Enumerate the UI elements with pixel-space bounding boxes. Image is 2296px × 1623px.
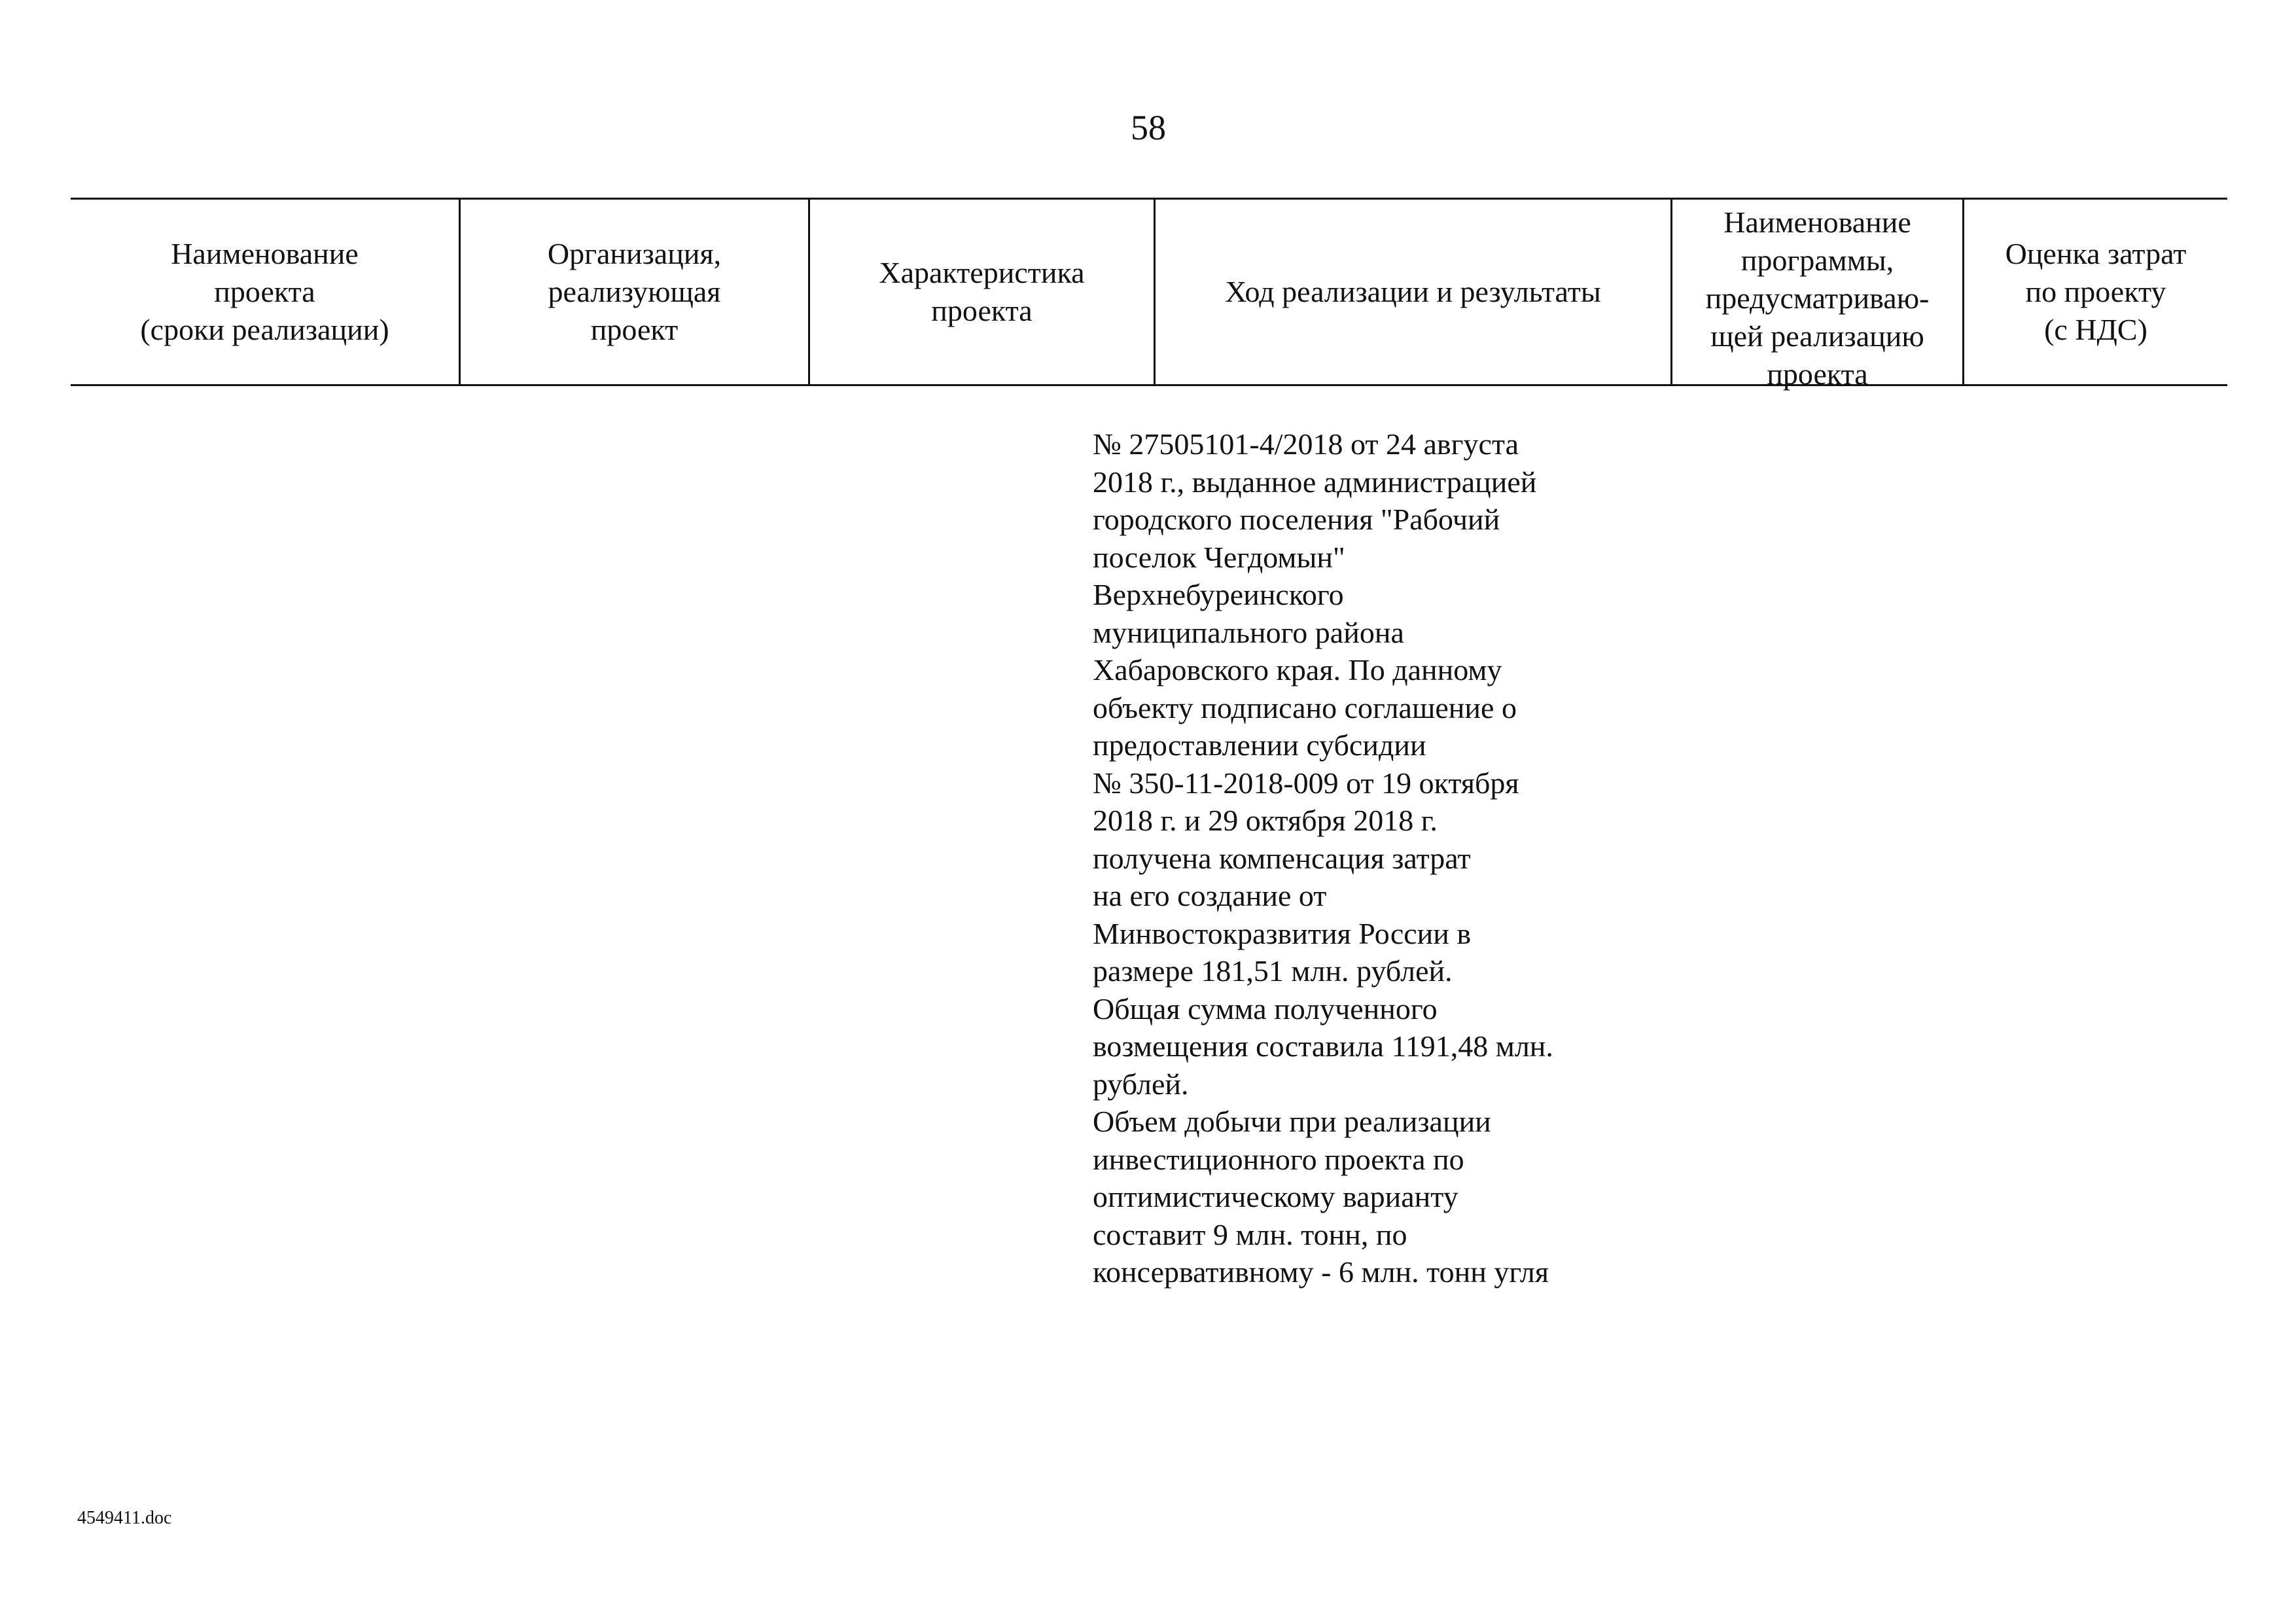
table-header	[71, 198, 2227, 391]
footer-filename: 4549411.doc	[77, 1508, 172, 1528]
header-progress-label: Ход реализации и результаты	[1225, 275, 1601, 308]
header-project-name	[71, 200, 459, 384]
header-organization-label: Организация, реализующая проект	[547, 237, 722, 346]
header-program-label: Наименование программы, предусматриваю- щей реализацию проекта	[1705, 205, 1930, 391]
header-cost-estimate-label: Оценка затрат по проекту (с НДС)	[2005, 237, 2187, 346]
header-organization	[461, 200, 808, 384]
header-project-name-label: Наименование проекта (сроки реализации)	[140, 237, 389, 346]
header-program	[1672, 200, 1962, 391]
header-characteristics	[810, 200, 1154, 384]
header-progress	[1156, 200, 1670, 384]
progress-results-text: № 27505101-4/2018 от 24 августа 2018 г., выданное администрацией городского поселения "Рабочий поселок Чегдомын" Верхнебуреинского муниципального района Хабаровского края. По данному объекту подписано соглашение о предоставлении субсидии № 350-11-2018-009 от 19 октября 2018 г. и 29 октября 2018 г. получена компенсация затрат на его создание от Минвостокразвития России в размере 181,51 млн. рублей. Общая сумма полученного возмещения составила 1191,48 млн. рублей. Объем добычи при реализации инвестиционного проекта по оптимистическому варианту составит 9 млн. тонн, по консервативному - 6 млн. тонн угля	[1093, 427, 1553, 1289]
header-cost-estimate	[1964, 200, 2227, 384]
header-characteristics-label: Характеристика проекта	[879, 256, 1085, 327]
page-number: 58	[1131, 108, 1166, 147]
